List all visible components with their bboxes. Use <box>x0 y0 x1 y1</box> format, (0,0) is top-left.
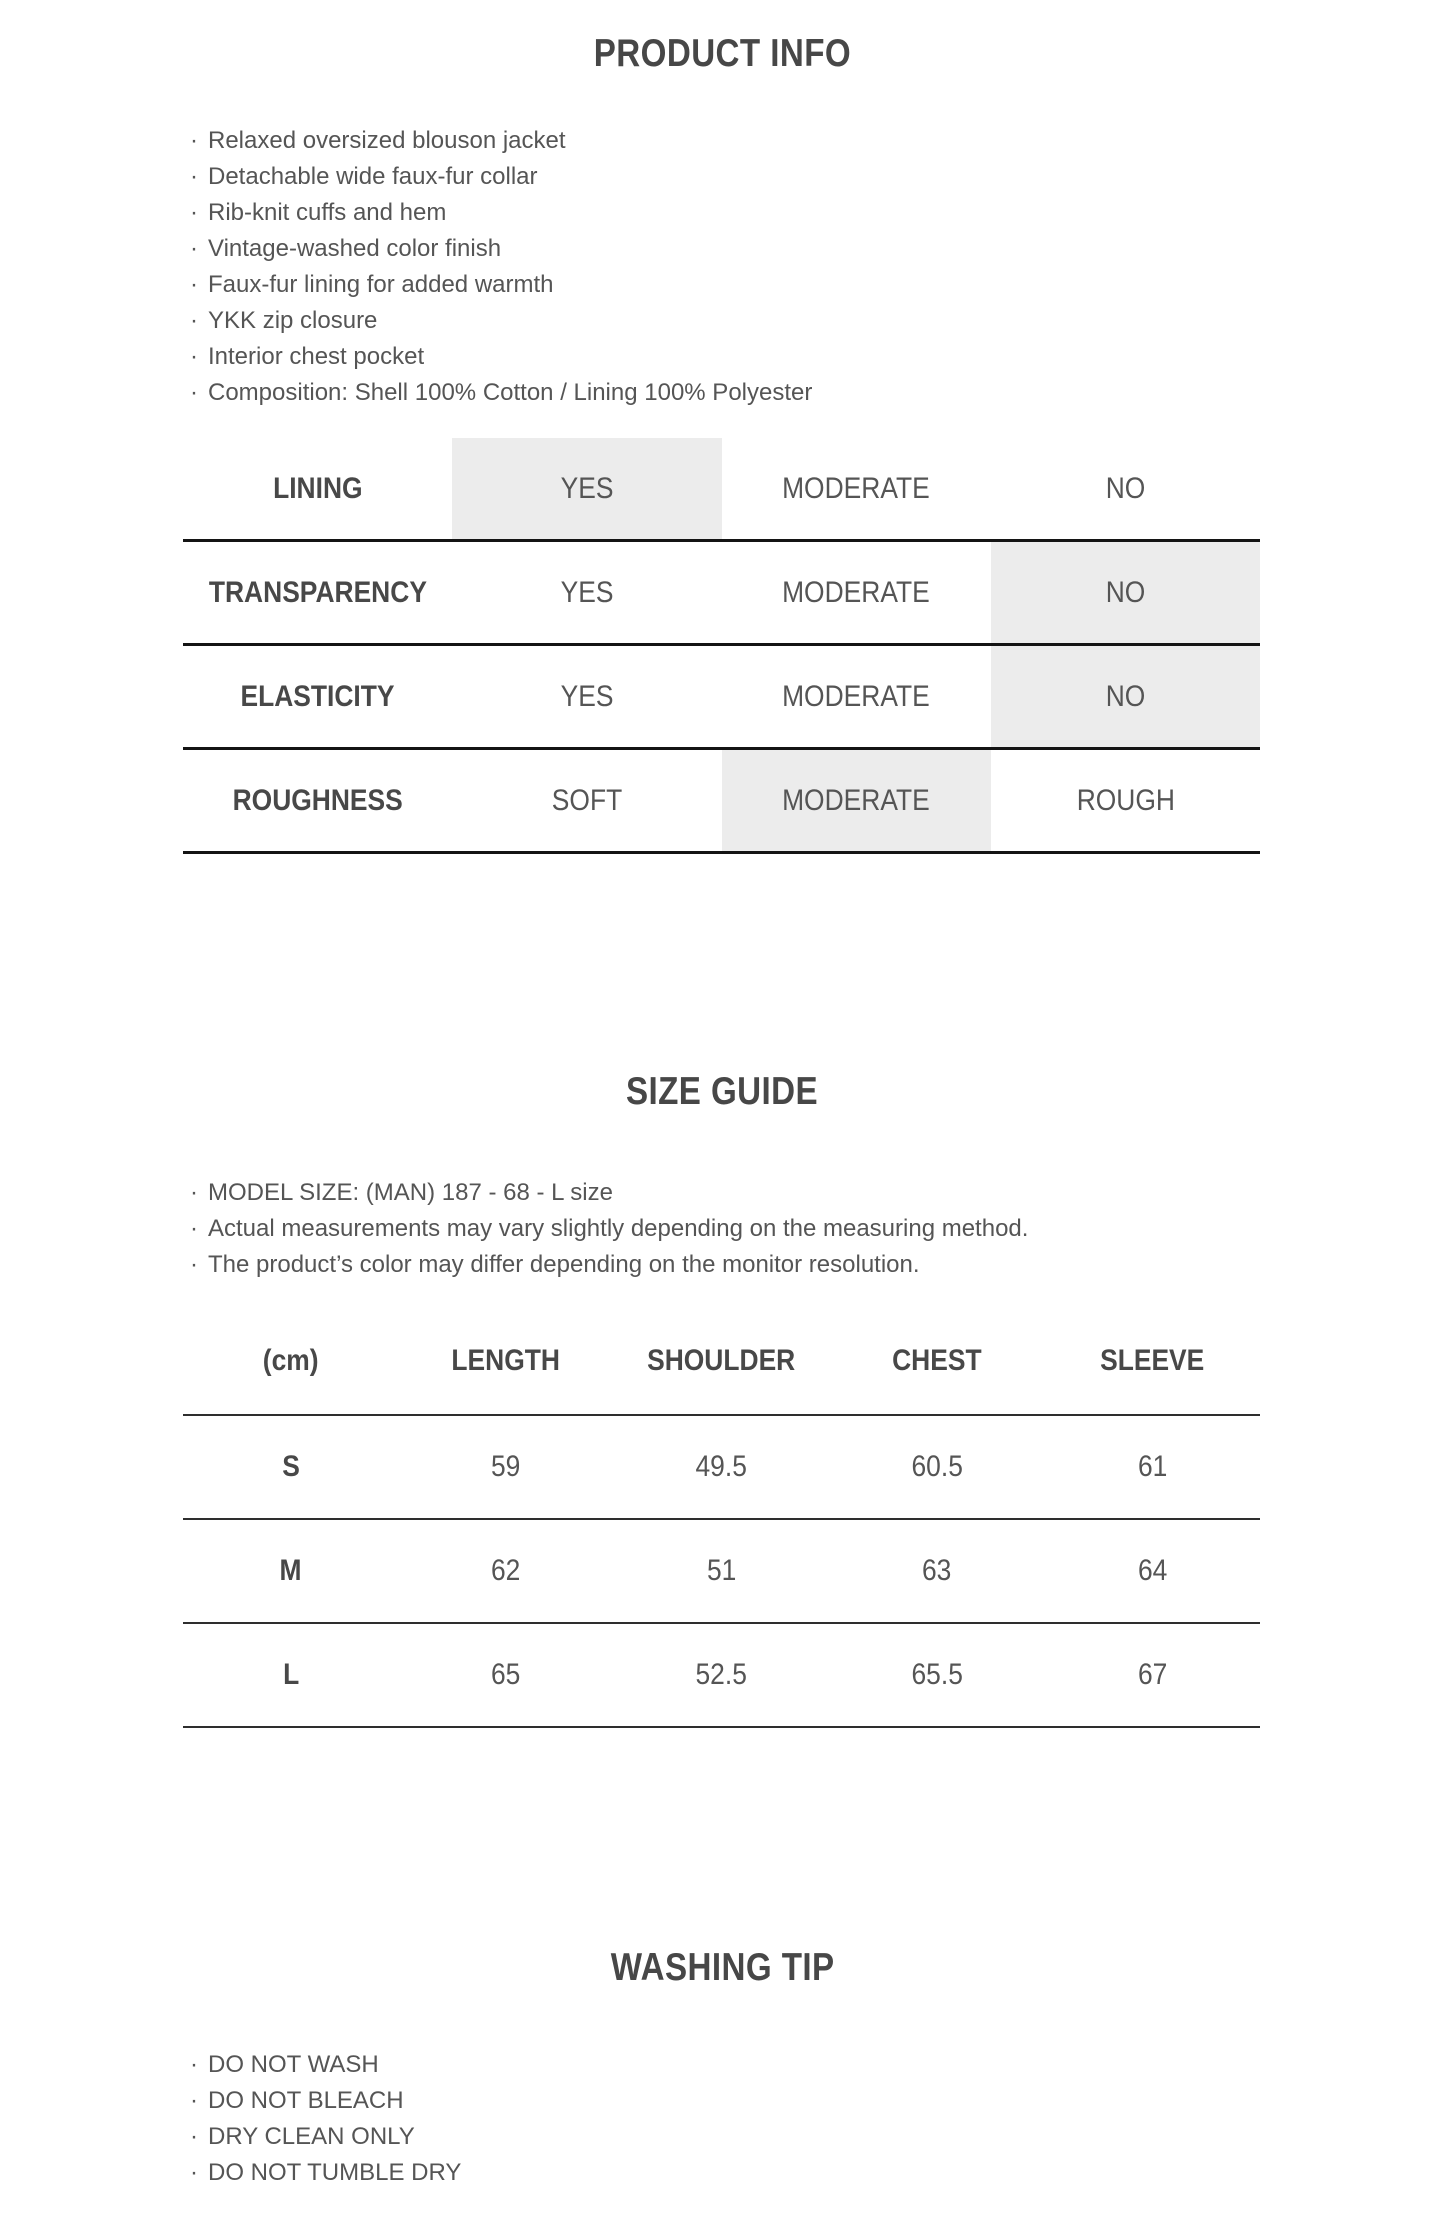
size-row-m <box>183 1520 1260 1624</box>
size-row-l <box>183 1624 1260 1728</box>
bullet-icon: · <box>190 1215 198 1242</box>
spec-option-text: MODERATE <box>782 471 930 505</box>
fabric-spec-table <box>183 438 1260 854</box>
list-item-text: YKK zip closure <box>208 307 378 334</box>
list-item-text: DRY CLEAN ONLY <box>208 2123 415 2150</box>
spec-option-text: MODERATE <box>782 783 930 817</box>
size-value-cell <box>398 1520 613 1622</box>
bullet-icon: · <box>190 199 198 226</box>
spec-option-cell <box>722 542 991 643</box>
list-item-text: Detachable wide faux-fur collar <box>208 163 538 190</box>
list-item <box>190 2083 461 2119</box>
spec-label-cell <box>183 542 452 643</box>
list-item-text: DO NOT WASH <box>208 2051 379 2078</box>
list-item <box>190 123 812 159</box>
size-column-text: SHOULDER <box>647 1344 796 1377</box>
product-info-list <box>190 123 812 411</box>
spec-row-roughness <box>183 750 1260 854</box>
list-item <box>190 303 812 339</box>
size-unit-text: (cm) <box>262 1344 319 1377</box>
spec-label-text: ELASTICITY <box>240 679 395 713</box>
size-value-text: 64 <box>1137 1554 1168 1587</box>
list-item-text: Composition: Shell 100% Cotton / Lining 100% Polyester <box>208 379 813 406</box>
spec-row-elasticity <box>183 646 1260 750</box>
list-item <box>190 267 812 303</box>
size-value-text: 52.5 <box>695 1658 748 1691</box>
size-guide-title-text: SIZE GUIDE <box>626 1070 819 1113</box>
size-name-cell <box>183 1520 398 1622</box>
size-value-cell <box>829 1520 1044 1622</box>
size-value-cell <box>614 1624 829 1726</box>
spec-option-text: YES <box>560 575 614 609</box>
list-item <box>190 2155 461 2191</box>
spec-option-text: YES <box>560 679 614 713</box>
list-item-text: Faux-fur lining for added warmth <box>208 271 554 298</box>
size-value-text: 61 <box>1137 1450 1168 1483</box>
bullet-icon: · <box>190 2051 198 2078</box>
list-item <box>190 1247 1028 1283</box>
spec-option-cell <box>722 438 991 539</box>
size-value-text: 65.5 <box>911 1658 963 1691</box>
spec-row-transparency <box>183 542 1260 646</box>
size-name-text: S <box>281 1450 300 1483</box>
size-value-cell <box>1045 1520 1260 1622</box>
spec-option-cell-active <box>991 542 1260 643</box>
list-item-text: DO NOT TUMBLE DRY <box>208 2159 462 2186</box>
spec-option-text: MODERATE <box>782 575 930 609</box>
spec-option-cell-active <box>722 750 991 851</box>
size-guide-notes <box>190 1175 1028 1283</box>
size-name-text: M <box>279 1554 302 1587</box>
bullet-icon: · <box>190 343 198 370</box>
size-value-text: 59 <box>491 1450 521 1483</box>
bullet-icon: · <box>190 271 198 298</box>
size-column-text: SLEEVE <box>1100 1344 1205 1377</box>
size-column-header-cell <box>1045 1308 1260 1414</box>
spec-option-text: YES <box>560 471 614 505</box>
size-table <box>183 1308 1260 1728</box>
bullet-icon: · <box>190 163 198 190</box>
size-value-text: 49.5 <box>695 1450 748 1483</box>
size-column-text: CHEST <box>892 1344 982 1377</box>
spec-row-lining <box>183 438 1260 542</box>
size-value-cell <box>614 1416 829 1518</box>
list-item <box>190 339 812 375</box>
bullet-icon: · <box>190 2123 198 2150</box>
size-row-s <box>183 1416 1260 1520</box>
size-guide-title <box>0 1068 1445 1116</box>
spec-option-text: MODERATE <box>782 679 930 713</box>
list-item <box>190 1211 1028 1247</box>
size-value-cell <box>829 1624 1044 1726</box>
size-value-cell <box>398 1624 613 1726</box>
spec-option-text: NO <box>1105 471 1146 505</box>
size-column-header-cell <box>829 1308 1044 1414</box>
spec-label-cell <box>183 750 452 851</box>
list-item-text: DO NOT BLEACH <box>208 2087 404 2114</box>
list-item <box>190 2119 461 2155</box>
spec-option-cell <box>452 542 721 643</box>
spec-option-text: ROUGH <box>1076 783 1175 817</box>
list-item-text: Rib-knit cuffs and hem <box>208 199 447 226</box>
size-name-cell <box>183 1624 398 1726</box>
spec-option-cell <box>991 750 1260 851</box>
list-item <box>190 195 812 231</box>
bullet-icon: · <box>190 2087 198 2114</box>
size-value-text: 51 <box>706 1554 737 1587</box>
size-value-cell <box>1045 1416 1260 1518</box>
bullet-icon: · <box>190 2159 198 2186</box>
list-item-text: Interior chest pocket <box>208 343 425 370</box>
size-name-cell <box>183 1416 398 1518</box>
size-value-text: 67 <box>1137 1658 1168 1691</box>
list-item-text: Actual measurements may vary slightly depending on the measuring method. <box>208 1215 1029 1242</box>
bullet-icon: · <box>190 1179 198 1206</box>
spec-label-text: TRANSPARENCY <box>208 575 427 609</box>
spec-option-text: NO <box>1105 575 1146 609</box>
size-name-text: L <box>282 1658 299 1691</box>
size-value-cell <box>398 1416 613 1518</box>
spec-label-cell <box>183 438 452 539</box>
spec-option-cell <box>452 646 721 747</box>
spec-option-text: SOFT <box>551 783 623 817</box>
bullet-icon: · <box>190 379 198 406</box>
spec-label-text: LINING <box>272 471 363 505</box>
list-item-text: Vintage-washed color finish <box>208 235 502 262</box>
bullet-icon: · <box>190 127 198 154</box>
size-column-header-cell <box>614 1308 829 1414</box>
product-info-title <box>0 30 1445 78</box>
list-item <box>190 375 812 411</box>
list-item-text: The product’s color may differ depending on the monitor resolution. <box>208 1251 920 1278</box>
size-value-text: 63 <box>922 1554 952 1587</box>
size-column-text: LENGTH <box>451 1344 561 1377</box>
spec-label-cell <box>183 646 452 747</box>
bullet-icon: · <box>190 235 198 262</box>
bullet-icon: · <box>190 307 198 334</box>
size-value-text: 60.5 <box>911 1450 963 1483</box>
spec-option-cell <box>722 646 991 747</box>
list-item <box>190 2047 461 2083</box>
washing-tip-list <box>190 2047 461 2191</box>
washing-tip-title <box>0 1944 1445 1992</box>
list-item <box>190 231 812 267</box>
spec-option-cell-active <box>452 438 721 539</box>
product-info-title-text: PRODUCT INFO <box>593 32 852 75</box>
spec-option-cell <box>452 750 721 851</box>
size-value-cell <box>614 1520 829 1622</box>
bullet-icon: · <box>190 1251 198 1278</box>
list-item <box>190 159 812 195</box>
size-value-cell <box>829 1416 1044 1518</box>
size-table-header-row <box>183 1308 1260 1416</box>
size-column-header-cell <box>398 1308 613 1414</box>
spec-label-text: ROUGHNESS <box>232 783 403 817</box>
spec-option-text: NO <box>1105 679 1146 713</box>
washing-tip-title-text: WASHING TIP <box>610 1946 835 1989</box>
list-item-text: MODEL SIZE: (MAN) 187 - 68 - L size <box>208 1179 613 1206</box>
spec-option-cell-active <box>991 646 1260 747</box>
size-value-cell <box>1045 1624 1260 1726</box>
spec-option-cell <box>991 438 1260 539</box>
list-item <box>190 1175 1028 1211</box>
list-item-text: Relaxed oversized blouson jacket <box>208 127 566 154</box>
size-unit-header-cell <box>183 1308 398 1414</box>
size-value-text: 62 <box>491 1554 521 1587</box>
size-value-text: 65 <box>491 1658 521 1691</box>
